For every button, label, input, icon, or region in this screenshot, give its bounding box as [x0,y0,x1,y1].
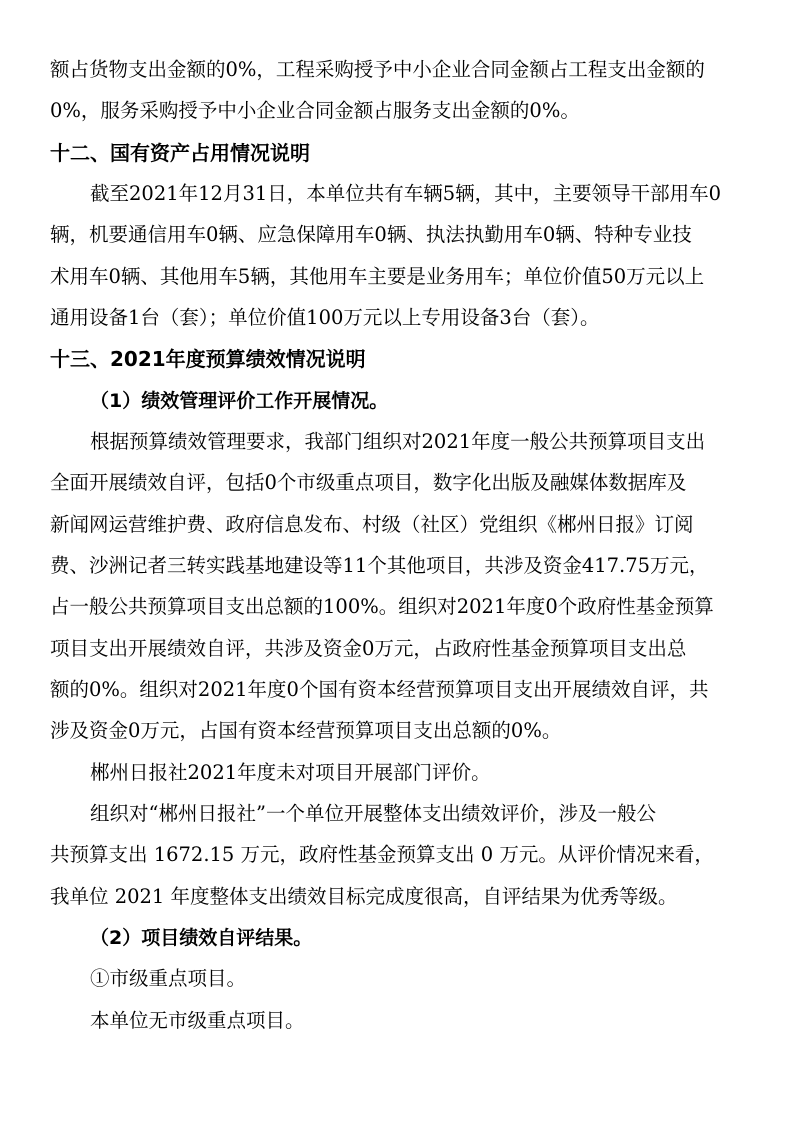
paragraph-line: 项目支出开展绩效自评，共涉及资金0万元，占政府性基金预算项目支出总 [50,637,687,660]
subsection-heading: （1）绩效管理评价工作开展情况。 [90,390,389,412]
paragraph-line: 额的0%。组织对2021年度0个国有资本经营预算项目支出开展绩效自评，共 [50,678,709,701]
paragraph-line: 我单位 2021 年度整体支出绩效目标完成度很高，自评结果为优秀等级。 [50,885,678,908]
paragraph-line: 根据预算绩效管理要求，我部门组织对2021年度一般公共预算项目支出 [90,430,706,453]
text-line: 额占货物支出金额的0%，工程采购授予中小企业合同金额占工程支出金额的 [50,58,705,81]
paragraph-line: 涉及资金0万元，占国有资本经营预算项目支出总额的0%。 [50,719,562,742]
paragraph-line: 占一般公共预算项目支出总额的100%。组织对2021年度0个政府性基金预算 [50,595,714,618]
section-heading: 十三、2021年度预算绩效情况说明 [50,347,366,371]
paragraph-line: 辆，机要通信用车0辆、应急保障用车0辆、执法执勤用车0辆、特种专业技 [50,223,692,246]
paragraph-line: 郴州日报社2021年度未对项目开展部门评价。 [90,761,491,784]
paragraph-line: 费、沙洲记者三转实践基地建设等11个其他项目，共涉及资金417.75万元， [50,554,709,577]
paragraph-line: 组织对“郴州日报社”一个单位开展整体支出绩效评价，涉及一般公 [90,802,656,825]
paragraph-line: 新闻网运营维护费、政府信息发布、村级（社区）党组织《郴州日报》订阅 [50,513,694,536]
section-heading: 十二、国有资产占用情况说明 [50,141,310,165]
text-line: 0%，服务采购授予中小企业合同金额占服务支出金额的0%。 [50,99,580,122]
paragraph-line: 共预算支出 1672.15 万元，政府性基金预算支出 0 万元。从评价情况来看， [50,843,714,866]
paragraph-line: 本单位无市级重点项目。 [90,1009,305,1032]
paragraph-line: 通用设备1台（套）；单位价值100万元以上专用设备3台（套）。 [50,306,600,329]
paragraph-line: ①市级重点项目。 [90,967,247,990]
paragraph-line: 截至2021年12月31日，本单位共有车辆5辆，其中，主要领导干部用车0 [90,182,722,205]
paragraph-line: 术用车0辆、其他用车5辆，其他用车主要是业务用车；单位价值50万元以上 [50,265,705,288]
subsection-heading: （2）项目绩效自评结果。 [90,927,313,949]
paragraph-line: 全面开展绩效自评，包括0个市级重点项目，数字化出版及融媒体数据库及 [50,471,687,494]
